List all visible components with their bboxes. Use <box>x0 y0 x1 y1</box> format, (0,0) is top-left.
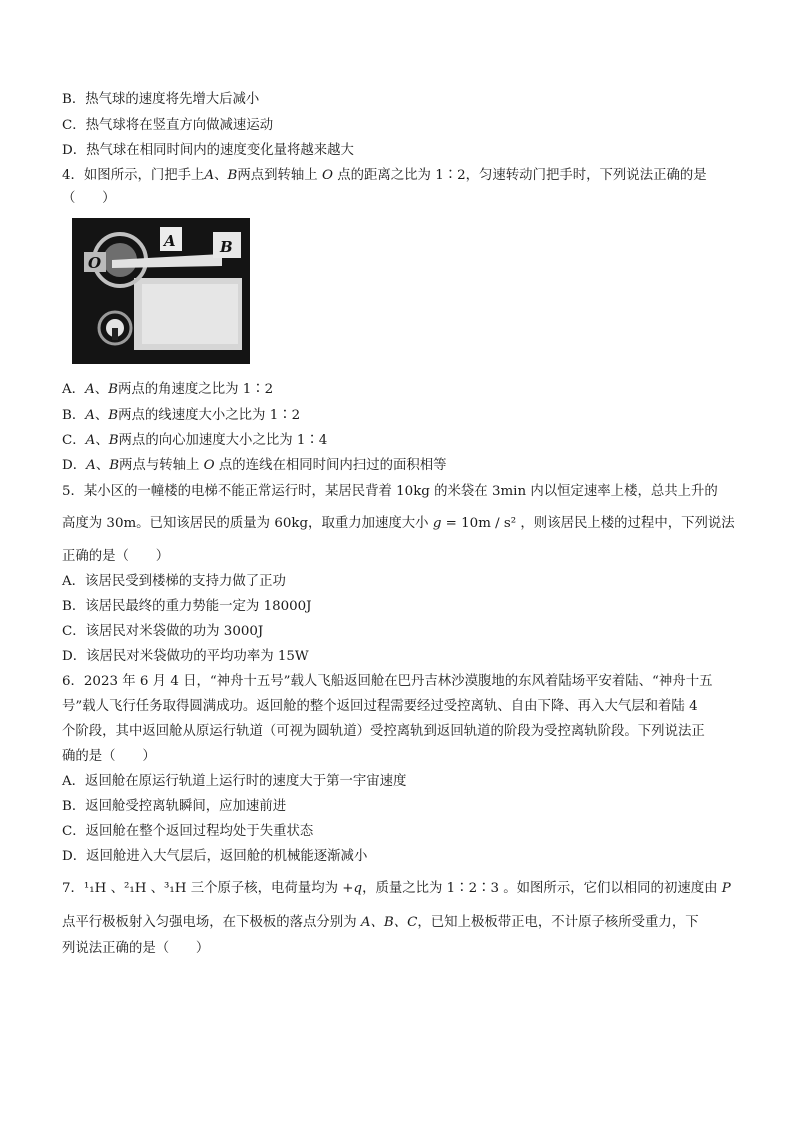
q7-line3: 列说法正确的是（ ） <box>62 941 210 956</box>
q6-option-d: D．返回舱进入大气层后，返回舱的机械能逐渐减小 <box>62 849 368 864</box>
q4-stem-a: 4．如图所示，门把手上 <box>62 168 205 183</box>
q5-option-b: B．该居民最终的重力势能一定为 18000J <box>62 599 312 614</box>
q5-line3: 正确的是（ ） <box>62 549 170 564</box>
q4-stem: 4．如图所示，门把手上A、B两点到转轴上 O 点的距离之比为 1∶2，匀速转动门把手时，下列说法正确的是 <box>62 168 707 183</box>
q6-line3: 个阶段，其中返回舱从原运行轨道（可视为圆轨道）受控离轨到返回轨道的阶段为受控离轨阶段。下列说法正 <box>62 724 705 739</box>
q5-line1: 5．某小区的一幢楼的电梯不能正常运行时，某居民背着 10kg 的米袋在 3min 内以恒定速率上楼，总共上升的 <box>62 484 718 499</box>
q5-option-a: A．该居民受到楼梯的支持力做了正功 <box>62 574 286 589</box>
q3-option-c: C．热气球将在竖直方向做减速运动 <box>62 118 274 133</box>
q6-option-c: C．返回舱在整个返回过程均处于失重状态 <box>62 824 314 839</box>
q4-stem-b: 两点到转轴上 <box>237 168 318 183</box>
q4-stem-c: 点的距离之比为 1∶2，匀速转动门把手时，下列说法正确的是 <box>337 168 707 183</box>
q6-option-a: A．返回舱在原运行轨道上运行时的速度大于第一宇宙速度 <box>62 774 407 789</box>
q7-line1: 7．¹₁H 、²₁H 、³₁H 三个原子核，电荷量均为 +q，质量之比为 1∶2∶3 。如图所示，它们以相同的初速度由 P <box>62 881 731 896</box>
q4-option-c: C．A、B两点的向心加速度大小之比为 1∶4 <box>62 433 328 448</box>
q3-option-d: D．热气球在相同时间内的速度变化量将越来越大 <box>62 143 354 158</box>
q5-line2: 高度为 30m。已知该居民的质量为 60kg，取重力加速度大小 g = 10m / s² ，则该居民上楼的过程中，下列说法 <box>62 516 735 531</box>
q4-label-b: B <box>227 168 238 183</box>
door-handle-illustration <box>72 218 250 364</box>
figure-label-b: B <box>220 238 233 256</box>
door-handle-figure <box>72 218 250 364</box>
figure-label-o: O <box>88 254 102 272</box>
q4-answer-paren: （ ） <box>62 191 116 206</box>
q5-option-c: C．该居民对米袋做的功为 3000J <box>62 624 264 639</box>
q4-label-o: O <box>321 168 333 183</box>
q4-label-a: A <box>204 168 215 183</box>
q4-option-d: D．A、B两点与转轴上 O 点的连线在相同时间内扫过的面积相等 <box>62 458 447 473</box>
q6-line4: 确的是（ ） <box>62 749 156 764</box>
q6-option-b: B．返回舱受控离轨瞬间，应加速前进 <box>62 799 287 814</box>
q6-line1: 6．2023 年 6 月 4 日，“神舟十五号”载人飞船返回舱在巴丹吉林沙漠腹地的东风着陆场平安着陆、“神舟十五 <box>62 674 713 689</box>
q6-line2: 号”载人飞行任务取得圆满成功。返回舱的整个返回过程需要经过受控离轨、自由下降、再入大气层和着陆 4 <box>62 699 698 714</box>
q3-option-b: B．热气球的速度将先增大后减小 <box>62 92 260 107</box>
q5-option-d: D．该居民对米袋做功的平均功率为 15W <box>62 649 309 664</box>
figure-label-a: A <box>164 232 176 250</box>
q7-line2: 点平行极板射入匀强电场，在下极板的落点分别为 A、B、C，已知上极板带正电，不计原子核所受重力，下 <box>62 915 699 930</box>
q4-option-b: B．A、B两点的线速度大小之比为 1∶2 <box>62 408 301 423</box>
q4-option-a: A．A、B两点的角速度之比为 1∶2 <box>62 382 274 397</box>
